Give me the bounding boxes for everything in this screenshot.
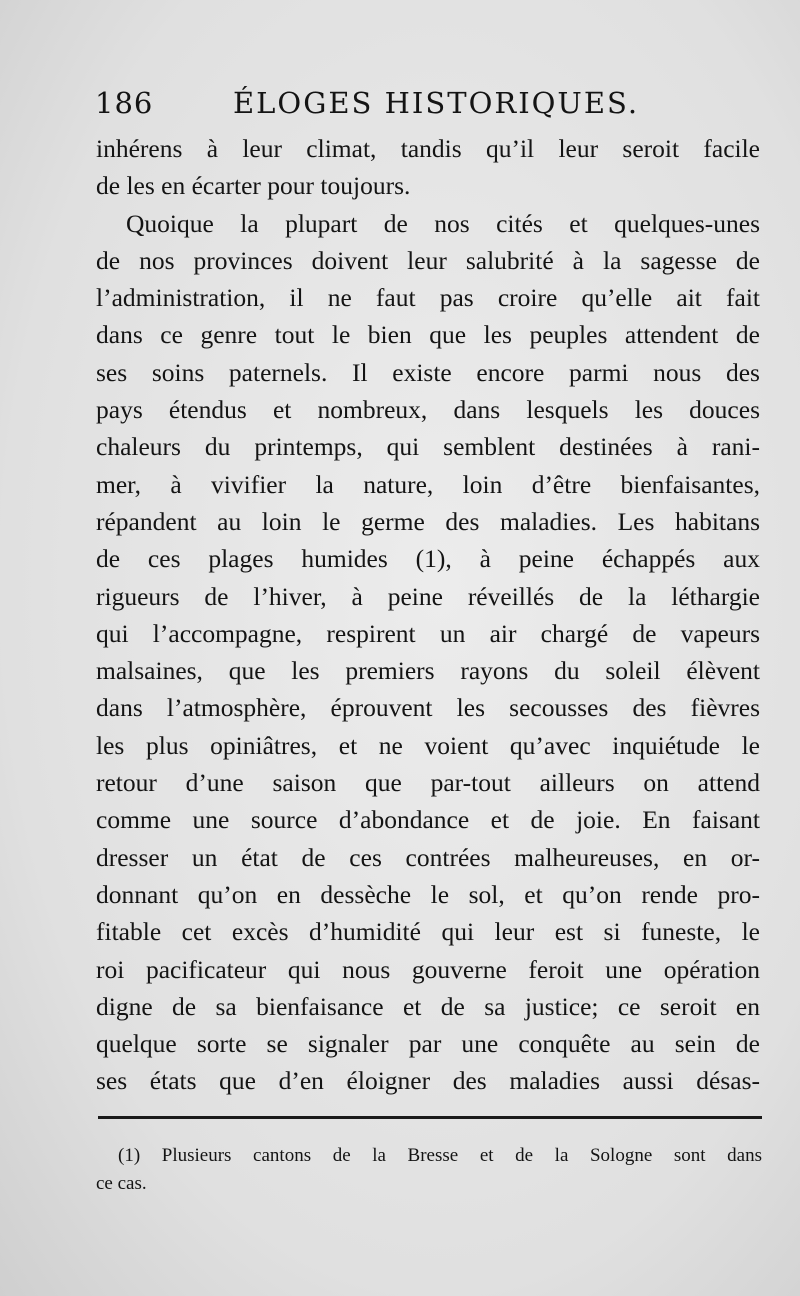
text-line: roi pacificateur qui nous gouverne feroit une opération bbox=[96, 954, 760, 984]
text-line: inhérens à leur climat, tandis qu’il leur seroit facile bbox=[96, 134, 760, 163]
text-line: Quoique la plupart de nos cités et quelques-unes bbox=[126, 208, 760, 238]
text-line: quelque sorte se signaler par une conquête au sein de bbox=[96, 1029, 760, 1059]
running-title: ÉLOGES HISTORIQUES. bbox=[233, 86, 640, 120]
text-line: fitable cet excès d’humidité qui leur est si funeste, le bbox=[96, 917, 760, 947]
page-number: 186 bbox=[95, 86, 154, 120]
text-line: ses états que d’en éloigner des maladies aussi désas- bbox=[96, 1066, 760, 1096]
text-line: pays étendus et nombreux, dans lesquels les douces bbox=[96, 395, 760, 425]
body-text bbox=[96, 130, 760, 1100]
text-line: de les en écarter pour toujours. bbox=[96, 171, 411, 201]
footnote bbox=[96, 1142, 762, 1198]
text-line: chaleurs du printemps, qui semblent destinées à rani- bbox=[96, 432, 760, 462]
text-line: de ces plages humides (1), à peine échappés aux bbox=[96, 544, 760, 574]
text-line: répandent au loin le germe des maladies. Les habitans bbox=[96, 506, 760, 536]
text-line: donnant qu’on en dessèche le sol, et qu’on rende pro- bbox=[96, 879, 760, 909]
page-header bbox=[95, 86, 735, 130]
text-line: retour d’une saison que par-tout ailleurs on attend bbox=[96, 768, 760, 798]
text-line: comme une source d’abondance et de joie. En faisant bbox=[96, 805, 760, 835]
text-line: malsaines, que les premiers rayons du soleil élèvent bbox=[96, 656, 760, 686]
text-line: dans ce genre tout le bien que les peuples attendent de bbox=[96, 320, 760, 350]
footnote-line: ce cas. bbox=[96, 1173, 147, 1194]
text-line: dans l’atmosphère, éprouvent les secousses des fièvres bbox=[96, 693, 760, 723]
footnote-rule bbox=[98, 1116, 762, 1119]
text-line: rigueurs de l’hiver, à peine réveillés de la léthargie bbox=[96, 581, 760, 611]
text-line: dresser un état de ces contrées malheureuses, en or- bbox=[96, 842, 760, 872]
text-line: de nos provinces doivent leur salubrité à la sagesse de bbox=[96, 245, 760, 275]
footnote-line: (1) Plusieurs cantons de la Bresse et de la Sologne sont dans bbox=[118, 1145, 762, 1166]
text-line: mer, à vivifier la nature, loin d’être bienfaisantes, bbox=[96, 469, 760, 499]
text-line: l’administration, il ne faut pas croire qu’elle ait fait bbox=[96, 283, 760, 313]
text-line: digne de sa bienfaisance et de sa justice; ce seroit en bbox=[96, 991, 760, 1021]
text-line: qui l’accompagne, respirent un air chargé de vapeurs bbox=[96, 618, 760, 648]
text-line: ses soins paternels. Il existe encore parmi nous des bbox=[96, 357, 760, 387]
text-line: les plus opiniâtres, et ne voient qu’avec inquiétude le bbox=[96, 730, 760, 760]
